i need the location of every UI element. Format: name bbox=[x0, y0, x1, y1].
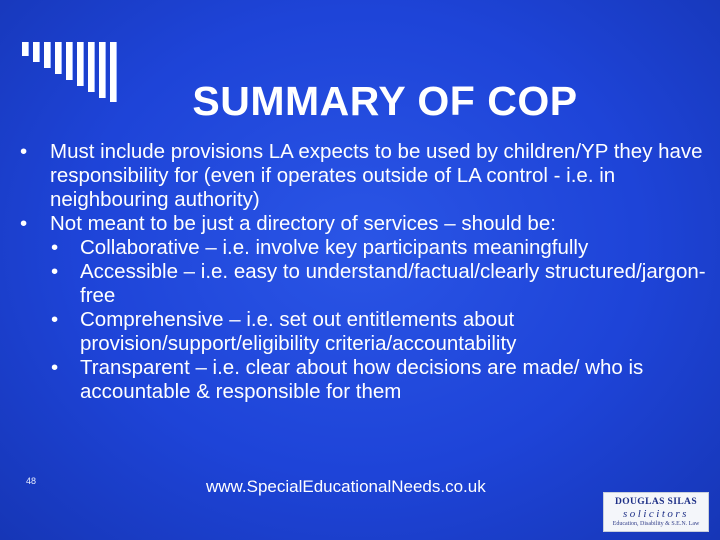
sub-bullet-item bbox=[18, 236, 708, 260]
bullet-text: Collaborative – i.e. involve key participants meaningfully bbox=[80, 236, 589, 259]
page-number: 48 bbox=[26, 476, 37, 486]
bullet-item bbox=[18, 140, 708, 212]
company-logo bbox=[603, 492, 709, 532]
sub-bullet-item bbox=[18, 260, 708, 308]
slide-title: SUMMARY OF COP bbox=[192, 78, 578, 124]
bullet-icon: • bbox=[20, 140, 28, 163]
logo-name: DOUGLAS SILAS bbox=[614, 497, 698, 507]
bullet-icon: • bbox=[20, 212, 28, 235]
bullet-item bbox=[18, 212, 708, 236]
sub-bullet-item bbox=[18, 356, 708, 404]
bullet-text: Accessible – i.e. easy to understand/factual/clearly structured/jargon-free bbox=[80, 260, 706, 307]
bullet-text: Not meant to be just a directory of services – should be: bbox=[50, 212, 556, 235]
bullet-text: Transparent – i.e. clear about how decisions are made/ who is accountable & responsible for them bbox=[80, 356, 644, 403]
bullet-text: Comprehensive – i.e. set out entitlements about provision/support/eligibility criteria/accountability bbox=[80, 308, 517, 355]
logo-subtitle: solicitors bbox=[623, 508, 689, 520]
bullet-icon: • bbox=[51, 260, 59, 283]
bullet-icon: • bbox=[51, 236, 59, 259]
logo-tagline: Education, Disability & S.E.N. Law bbox=[612, 521, 700, 527]
bullet-icon: • bbox=[51, 356, 59, 379]
sub-bullet-item bbox=[18, 308, 708, 356]
bullet-icon: • bbox=[51, 308, 59, 331]
bullet-list bbox=[18, 140, 708, 404]
bullet-text: Must include provisions LA expects to be used by children/YP they have responsibility for (even if operates outside of LA control - i.e. in neighbouring authority) bbox=[50, 140, 703, 211]
footer-url: www.SpecialEducationalNeeds.co.uk bbox=[206, 477, 486, 496]
